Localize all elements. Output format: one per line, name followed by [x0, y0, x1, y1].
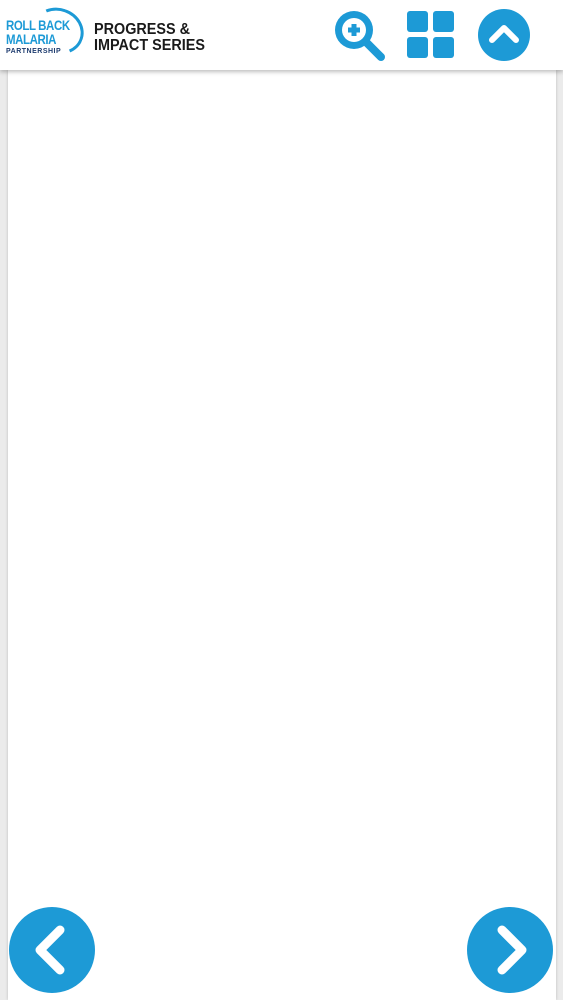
- series-title: [94, 22, 205, 54]
- logo-line-3: PARTNERSHIP: [6, 48, 62, 55]
- scroll-up-button[interactable]: [477, 8, 531, 62]
- rbm-logo: [6, 18, 80, 64]
- series-title-line-1: PROGRESS &: [94, 21, 191, 38]
- previous-page-button[interactable]: [8, 906, 96, 994]
- series-title-line-2: IMPACT SERIES: [94, 37, 205, 54]
- chevron-left-icon: [8, 906, 96, 994]
- next-page-button[interactable]: [466, 906, 554, 994]
- logo-line-1: ROLL BACK: [6, 17, 70, 33]
- logo-line-2: MALARIA: [6, 31, 57, 47]
- zoom-in-icon: [332, 8, 386, 62]
- zoom-button[interactable]: [332, 8, 386, 62]
- document-page: [8, 70, 556, 1000]
- chevron-up-icon: [477, 8, 531, 62]
- chevron-right-icon: [466, 906, 554, 994]
- grid-button[interactable]: [404, 8, 458, 62]
- app-header: [0, 0, 563, 70]
- grid-icon: [404, 8, 458, 62]
